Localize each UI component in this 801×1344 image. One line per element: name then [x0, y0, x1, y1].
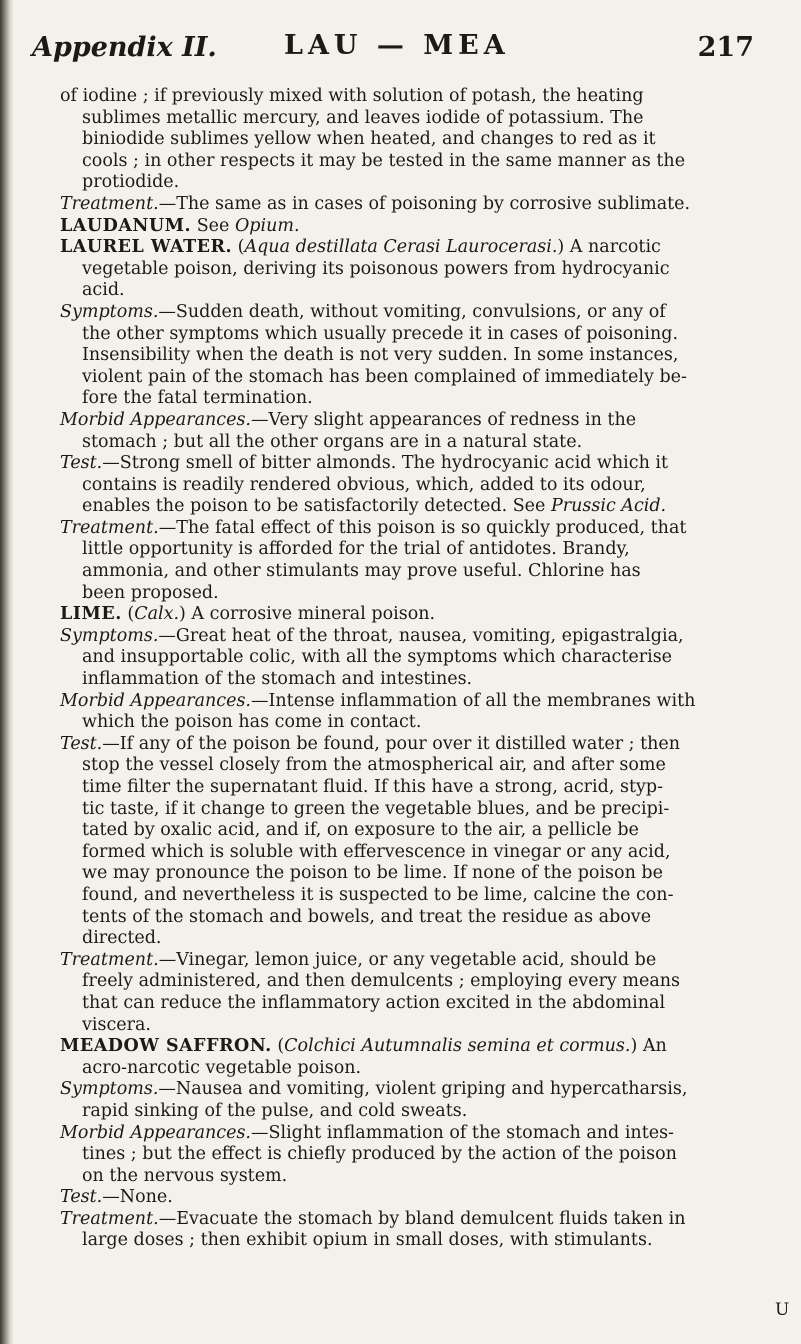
text-span: —Evacuate the stomach by bland demulcent fluids taken in: [158, 1208, 686, 1229]
text-span: —If any of the poison be found, pour over it distilled water ; then: [102, 733, 681, 754]
cross-reference: Opium.: [234, 215, 300, 236]
text-line: acro-narcotic vegetable poison.: [82, 1057, 362, 1078]
page-gutter-shadow: [0, 0, 14, 1344]
text-line: formed which is soluble with effervescence in vinegar or any acid,: [82, 841, 671, 862]
subsection-label: Treatment.: [60, 1208, 159, 1229]
text-line: protiodide.: [82, 172, 180, 193]
text-line: tines ; but the effect is chiefly produced by the action of the poison: [82, 1144, 677, 1165]
subsection-line: [60, 410, 762, 432]
subsection-line: [60, 691, 762, 713]
text-span: —The fatal effect of this poison is so quickly produced, that: [158, 517, 687, 538]
text-span: —Sudden death, without vomiting, convulsions, or any of: [158, 301, 666, 322]
headword: MEADOW SAFFRON.: [60, 1036, 272, 1057]
subsection-line: [60, 1209, 762, 1231]
text-line: tated by oxalic acid, and if, on exposure to the air, a pellicle be: [82, 820, 639, 841]
text-span: (: [121, 604, 135, 625]
text-line: acid.: [82, 280, 125, 301]
subsection-label: Test.: [60, 1187, 103, 1208]
text-span: —Vinegar, lemon juice, or any vegetable acid, should be: [158, 949, 657, 970]
latin-name: Colchici Autumnalis semina et cormus.: [284, 1036, 631, 1057]
subsection-label: Morbid Appearances.: [60, 409, 251, 430]
text-span: —Nausea and vomiting, violent griping and hypercatharsis,: [158, 1079, 688, 1100]
text-line: tic taste, if it change to green the vegetable blues, and be precipi-: [82, 798, 670, 819]
entry-heading: [60, 237, 762, 259]
text-line: viscera.: [82, 1014, 151, 1035]
text-line: and insupportable colic, with all the symptoms which characterise: [82, 647, 673, 668]
text-line: we may pronounce the poison to be lime. If none of the poison be: [82, 863, 663, 884]
running-header: [32, 30, 754, 70]
text-line: time filter the supernatant fluid. If this have a strong, acrid, styp-: [82, 777, 663, 797]
subsection-label: Treatment.: [60, 517, 159, 538]
text-line: Insensibility when the death is not very sudden. In some instances,: [82, 345, 679, 366]
subsection-line: [60, 194, 762, 216]
subsection-label: Treatment.: [60, 193, 159, 214]
headword: LAUREL WATER.: [60, 237, 233, 258]
headword: LAUDANUM.: [60, 215, 192, 236]
page-number: 217: [697, 32, 754, 63]
text-line: vegetable poison, deriving its poisonous powers from hydrocyanic: [82, 258, 670, 279]
text-line: fore the fatal termination.: [82, 388, 313, 409]
text-line: sublimes metallic mercury, and leaves iodide of potassium. The: [82, 107, 644, 128]
headword: LIME.: [60, 604, 122, 625]
subsection-label: Morbid Appearances.: [60, 1122, 251, 1143]
text-span: See: [191, 215, 235, 236]
text-line: which the poison has come in contact.: [82, 712, 422, 733]
text-line: [60, 496, 762, 518]
text-line: biniodide sublimes yellow when heated, and changes to red as it: [82, 129, 656, 150]
text-span: ) A corrosive mineral poison.: [179, 604, 436, 625]
subsection-label: Symptoms.: [60, 301, 159, 322]
page-body: [60, 86, 762, 1252]
text-span: ) A narcotic: [557, 237, 661, 258]
subsection-label: Test.: [60, 733, 103, 754]
text-span: —Very slight appearances of redness in the: [251, 409, 637, 430]
text-line: on the nervous system.: [82, 1165, 288, 1186]
text-line: violent pain of the stomach has been complained of immediately be-: [82, 366, 687, 387]
text-line: been proposed.: [82, 582, 219, 603]
text-line: inflammation of the stomach and intestines.: [82, 669, 473, 690]
text-line: found, and nevertheless it is suspected to be lime, calcine the con-: [82, 884, 674, 905]
text-span: —None.: [102, 1187, 173, 1208]
entry-heading: [60, 216, 762, 238]
text-span: —The same as in cases of poisoning by corrosive sublimate.: [158, 193, 691, 214]
text-line: stomach ; but all the other organs are in a natural state.: [82, 431, 583, 452]
text-line: rapid sinking of the pulse, and cold sweats.: [82, 1100, 468, 1121]
subsection-line: [60, 950, 762, 972]
latin-name: Calx.: [134, 604, 180, 625]
text-span: (: [232, 237, 245, 258]
subsection-line: [60, 626, 762, 648]
text-line: large doses ; then exhibit opium in small doses, with stimulants.: [82, 1230, 653, 1251]
text-span: —Slight inflammation of the stomach and intes-: [251, 1122, 674, 1143]
text-line: stop the vessel closely from the atmospherical air, and after some: [82, 755, 666, 776]
subsection-label: Morbid Appearances.: [60, 690, 251, 711]
text-line: freely administered, and then demulcents ; employing every means: [82, 971, 681, 992]
text-line: contains is readily rendered obvious, which, added to its odour,: [82, 474, 646, 495]
latin-name: Aqua destillata Cerasi Laurocerasi.: [244, 237, 558, 258]
subsection-line: [60, 302, 762, 324]
text-line: the other symptoms which usually precede it in cases of poisoning.: [82, 323, 679, 344]
header-section-title: Appendix II.: [32, 32, 217, 63]
text-line: of iodine ; if previously mixed with solution of potash, the heating: [60, 86, 644, 106]
subsection-label: Symptoms.: [60, 1079, 159, 1100]
subsection-line: [60, 734, 762, 756]
subsection-line: [60, 1079, 762, 1101]
text-span: (: [271, 1036, 285, 1057]
entry-heading: [60, 604, 762, 626]
cross-reference: Prussic Acid.: [550, 496, 667, 517]
subsection-line: [60, 453, 762, 475]
signature-mark: U: [775, 1300, 790, 1320]
text-line: cools ; in other respects it may be tested in the same manner as the: [82, 150, 686, 171]
subsection-line: [60, 1123, 762, 1145]
text-span: enables the poison to be satisfactorily detected. See: [82, 496, 551, 517]
subsection-label: Treatment.: [60, 949, 159, 970]
text-line: directed.: [82, 928, 162, 949]
text-span: ) An: [630, 1036, 667, 1057]
subsection-label: Symptoms.: [60, 625, 159, 646]
subsection-label: Test.: [60, 453, 103, 474]
subsection-line: [60, 1187, 762, 1209]
header-entry-range: LAU — MEA: [284, 30, 510, 61]
text-line: tents of the stomach and bowels, and treat the residue as above: [82, 906, 652, 927]
text-span: —Strong smell of bitter almonds. The hydrocyanic acid which it: [102, 453, 669, 474]
text-span: —Intense inflammation of all the membranes with: [251, 690, 696, 711]
subsection-line: [60, 518, 762, 540]
text-line: that can reduce the inflammatory action excited in the abdominal: [82, 992, 666, 1013]
text-span: —Great heat of the throat, nausea, vomiting, epigastralgia,: [158, 625, 684, 646]
text-line: ammonia, and other stimulants may prove useful. Chlorine has: [82, 561, 641, 582]
entry-heading: [60, 1036, 762, 1058]
text-line: little opportunity is afforded for the trial of antidotes. Brandy,: [82, 539, 630, 560]
